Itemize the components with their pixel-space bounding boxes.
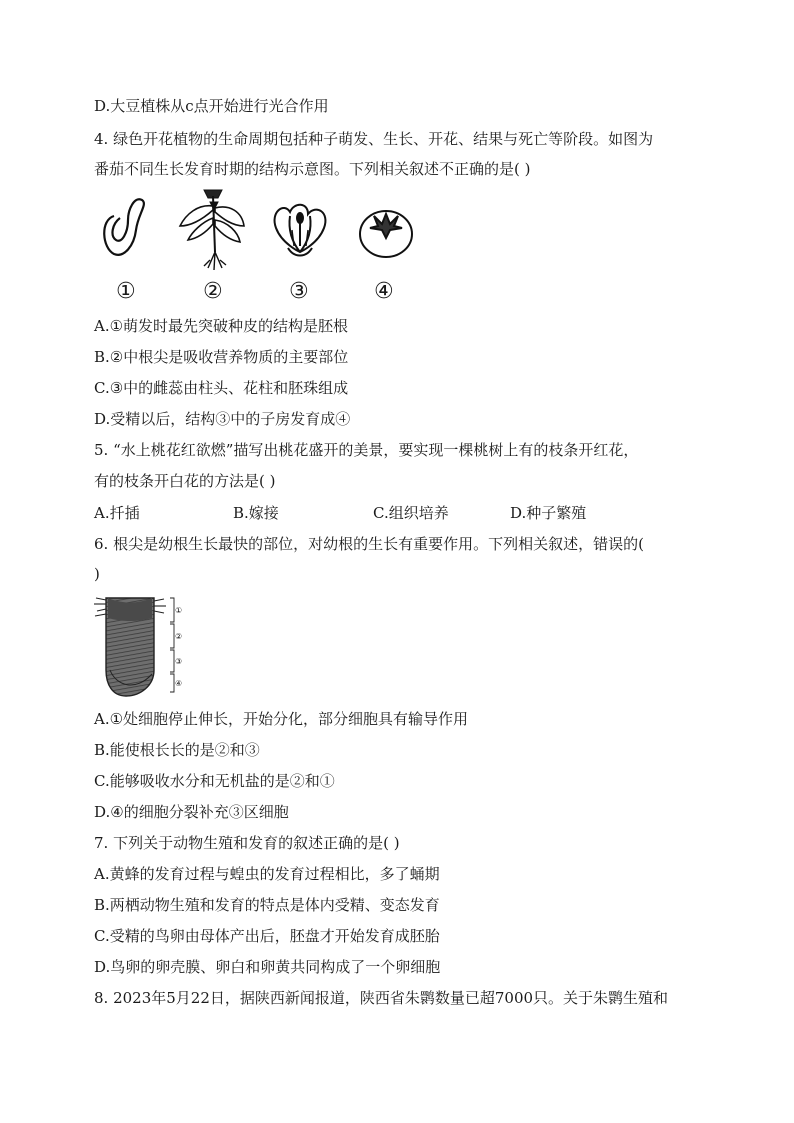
seedling-drawing <box>180 190 244 270</box>
root-label-4: ④ <box>175 679 183 688</box>
q6-option-b: B.能使根长长的是②和③ <box>94 741 260 759</box>
q6-option-a: A.①处细胞停止伸长，开始分化，部分细胞具有输导作用 <box>94 710 469 728</box>
q7-stem: 7. 下列关于动物生殖和发育的叙述正确的是( ) <box>94 834 400 852</box>
q5-option-c: C.组织培养 <box>373 504 449 522</box>
q6-stem-line2: ) <box>94 565 100 583</box>
root-label-3: ③ <box>175 657 183 666</box>
figure-label-1: ① <box>116 279 136 304</box>
q7-option-c: C.受精的鸟卵由母体产出后，胚盘才开始发育成胚胎 <box>94 927 440 945</box>
seed-drawing <box>104 199 144 254</box>
root-label-1: ① <box>175 606 183 615</box>
q5-stem-line1: 5. “水上桃花红欲燃”描写出桃花盛开的美景，要实现一棵桃树上有的枝条开红花， <box>94 441 639 459</box>
q6-option-c: C.能够吸收水分和无机盐的是②和① <box>94 772 335 790</box>
q4-stem-line1: 4. 绿色开花植物的生命周期包括种子萌发、生长、开花、结果与死亡等阶段。如图为 <box>94 130 654 148</box>
flower-drawing <box>275 205 326 256</box>
q5-stem-line2: 有的枝条开白花的方法是( ) <box>94 472 276 490</box>
q8-stem-line1: 8. 2023年5月22日，据陕西新闻报道，陕西省朱鹮数量已超7000只。关于朱鹮生殖和 <box>94 989 669 1007</box>
root-tip-drawing <box>94 592 194 700</box>
q7-option-a: A.黄蜂的发育过程与蝗虫的发育过程相比，多了蛹期 <box>94 865 440 883</box>
q7-option-b: B.两栖动物生殖和发育的特点是体内受精、变态发育 <box>94 896 440 914</box>
q3-option-d: D.大豆植株从c点开始进行光合作用 <box>94 97 329 115</box>
root-label-2: ② <box>175 632 183 641</box>
q7-option-d: D.鸟卵的卵壳膜、卵白和卵黄共同构成了一个卵细胞 <box>94 958 441 976</box>
q5-option-d: D.种子繁殖 <box>510 504 587 522</box>
fruit-drawing <box>360 211 412 257</box>
q5-options-row <box>94 503 694 523</box>
q6-stem-line1: 6. 根尖是幼根生长最快的部位，对幼根的生长有重要作用。下列相关叙述，错误的( <box>94 535 644 553</box>
q4-option-b: B.②中根尖是吸收营养物质的主要部位 <box>94 348 349 366</box>
root-tip-figure <box>94 592 194 700</box>
q4-option-c: C.③中的雌蕊由柱头、花柱和胚珠组成 <box>94 379 349 397</box>
q4-option-a: A.①萌发时最先突破种皮的结构是胚根 <box>94 317 349 335</box>
tomato-stages-drawing <box>94 186 434 276</box>
tomato-life-cycle-figure <box>94 186 434 306</box>
q4-stem-line2: 番茄不同生长发育时期的结构示意图。下列相关叙述不正确的是( ) <box>94 160 531 178</box>
q5-option-b: B.嫁接 <box>233 504 279 522</box>
figure-label-3: ③ <box>289 279 309 304</box>
figure-label-4: ④ <box>374 279 394 304</box>
figure-label-2: ② <box>203 279 223 304</box>
q5-option-a: A.扦插 <box>94 504 140 522</box>
q6-option-d: D.④的细胞分裂补充③区细胞 <box>94 803 289 821</box>
q4-option-d: D.受精以后，结构③中的子房发育成④ <box>94 410 351 428</box>
